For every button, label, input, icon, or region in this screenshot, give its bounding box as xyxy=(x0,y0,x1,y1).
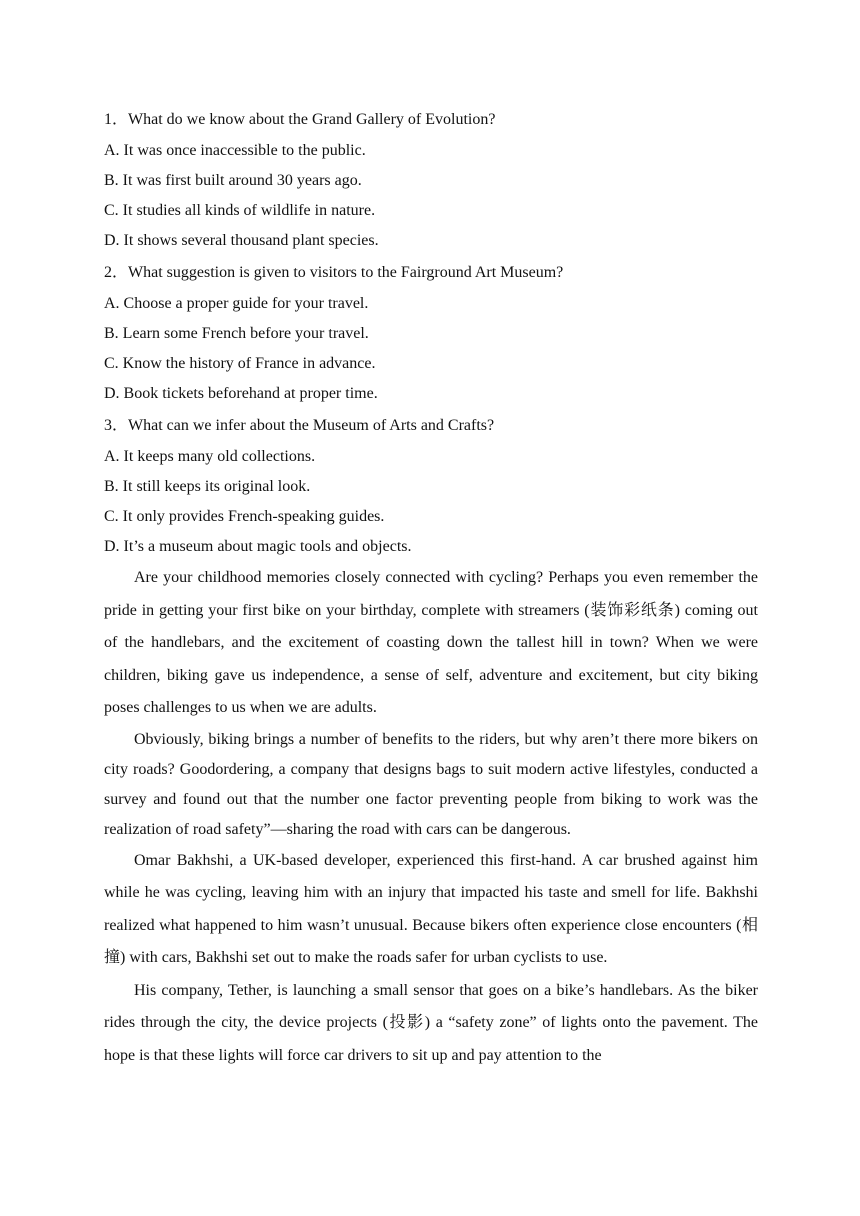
option-d: D. It shows several thousand plant species. xyxy=(104,232,379,249)
option-c: C. It only provides French-speaking guides. xyxy=(104,508,385,525)
question-1-prompt: 1．What do we know about the Grand Gallery of Evolution? xyxy=(104,105,758,135)
passage-paragraph-1: Are your childhood memories closely connected with cycling? Perhaps you even remember the pride in getting your first bike on your birthday, complete with streamers (装饰彩纸条) coming out of the handlebars, and the excitement of coasting down the tallest hill in town? When we were children, biking gave us independence, a sense of self, adventure and excitement, but city biking poses challenges to us when we are adults. xyxy=(104,569,758,716)
option-d: D. Book tickets beforehand at proper time. xyxy=(104,385,378,402)
option-b: B. It still keeps its original look. xyxy=(104,478,311,495)
document-page xyxy=(104,103,758,1072)
question-2-prompt: 2．What suggestion is given to visitors to the Fairground Art Museum? xyxy=(104,258,758,288)
question-number: 1． xyxy=(104,111,129,128)
question-block-2 xyxy=(104,258,758,409)
option-a: A. Choose a proper guide for your travel. xyxy=(104,295,369,312)
passage-paragraph-2: Obviously, biking brings a number of benefits to the riders, but why aren’t there more bikers on city roads? Goodordering, a company that designs bags to suit modern active lifestyles, conducted a survey and found out that the number one factor preventing people from biking to work was the realization of road safety”—sharing the road with cars can be dangerous. xyxy=(104,730,758,838)
question-block-3 xyxy=(104,411,758,562)
option-b: B. Learn some French before your travel. xyxy=(104,325,369,342)
passage-paragraph-4: His company, Tether, is launching a small sensor that goes on a bike’s handlebars. As the biker rides through the city, the device projects (投影) a “safety zone” of lights onto the pavement. The hope is that these lights will force car drivers to sit up and pay attention to the xyxy=(104,981,758,1064)
option-d: D. It’s a museum about magic tools and objects. xyxy=(104,538,412,555)
question-3-prompt: 3．What can we infer about the Museum of Arts and Crafts? xyxy=(104,411,758,441)
question-block-1 xyxy=(104,105,758,256)
option-b: B. It was first built around 30 years ago. xyxy=(104,172,362,189)
question-number: 2． xyxy=(104,264,129,281)
question-number: 3． xyxy=(104,417,129,434)
option-a: A. It keeps many old collections. xyxy=(104,448,316,465)
option-a: A. It was once inaccessible to the public. xyxy=(104,142,366,159)
option-c: C. It studies all kinds of wildlife in nature. xyxy=(104,202,376,219)
passage-paragraph-3: Omar Bakhshi, a UK-based developer, experienced this first-hand. A car brushed against him while he was cycling, leaving him with an injury that impacted his taste and smell for life. Bakhshi realized what happened to him wasn’t unusual. Because bikers often experience close encounters (相撞) with cars, Bakhshi set out to make the roads safer for urban cyclists to use. xyxy=(104,851,759,966)
option-c: C. Know the history of France in advance. xyxy=(104,355,376,372)
